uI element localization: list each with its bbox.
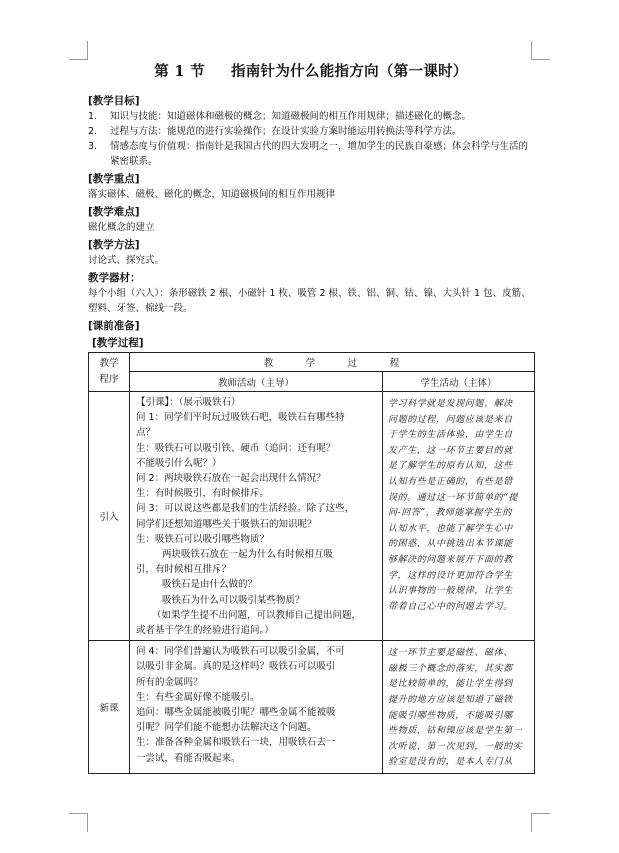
- student-line: 些物质，钴和镍应该是学生第一: [388, 726, 523, 737]
- student-line: 磁极三个概念的落实，其实都: [388, 663, 513, 674]
- student-line: 是了解学生的原有认知，这些: [388, 461, 513, 472]
- crop-mark-top-left: [69, 41, 88, 60]
- table-subheader-row: [89, 372, 535, 392]
- process-heading: [教学过程]: [92, 337, 144, 349]
- difficulty-text: 磁化概念的建立: [88, 222, 155, 233]
- equipment-text: 每个小组（六人）：条形磁铁 2 根、小磁针 1 枚、吸管 2 根、铁、铝、铜、钴、镍、大头针 1 包、皮筋、塑料、牙签、棉线一段。: [88, 288, 531, 314]
- student-line: 这一环节主要是磁性、磁体、: [388, 648, 513, 659]
- teacher-line: 问 4：同学们普遍认为吸铁石可以吸引金属，不可: [136, 646, 345, 658]
- student-line: 认知水平，也能了解学生心中: [388, 523, 513, 534]
- objective-number: 1.: [88, 111, 98, 122]
- difficulty-heading: [教学难点]: [88, 206, 140, 218]
- teacher-line: 或者基于学生的经验进行追问。）: [136, 625, 274, 637]
- teacher-line: 引呢？同学们能不能想办法解决这个问题。: [136, 722, 317, 734]
- student-line: 提升的地方应该是知道了磁铁: [388, 695, 513, 706]
- row-label: 引入: [89, 392, 130, 641]
- crop-mark-bottom-left: [69, 813, 88, 832]
- teacher-line: 生：有时候吸引，有时候排斥。: [136, 488, 270, 500]
- student-line: 发产生，这一环节主要目的就: [388, 445, 513, 456]
- table-header-row: [89, 353, 535, 372]
- student-line: 能吸引哪些物质，不能吸引哪: [388, 710, 513, 721]
- student-activity-cell: [383, 392, 535, 641]
- student-line: 认知有些是正确的，有些是错: [388, 476, 513, 487]
- student-line: 带着自己心中的问题去学习。: [388, 601, 513, 612]
- process-table: [88, 352, 535, 774]
- objective-text: 知识与技能：知道磁体和磁极的概念；知道磁极间的相互作用规律；描述磁化的概念。: [110, 111, 472, 122]
- key-points-heading: [教学重点]: [88, 173, 140, 185]
- program-header-line: 程序: [99, 374, 119, 385]
- teacher-line: 所有的金属吗？: [136, 676, 203, 688]
- table-row: [89, 392, 535, 641]
- objective-number: 3.: [88, 141, 98, 152]
- teacher-line: 引，有时候相互排斥？: [136, 564, 232, 576]
- objective-number: 2.: [88, 126, 98, 137]
- teacher-line: 两块吸铁石放在一起为什么有时候相互吸: [162, 549, 334, 561]
- teacher-line: 生：吸铁石可以吸引铁、硬币（追问：还有呢？: [136, 442, 336, 454]
- title-section: 第 1 节: [154, 63, 205, 80]
- teacher-line: 不能吸引什么呢？）: [136, 457, 222, 469]
- teacher-activity-header: 教师活动（主导）: [130, 372, 383, 392]
- teacher-activity-cell: [130, 392, 383, 641]
- crop-mark-bottom-right: [531, 813, 550, 832]
- document-page: [88, 62, 534, 774]
- teacher-line: 一尝试，看能否吸起来。: [136, 752, 241, 764]
- teacher-line: 生：有些金属好像不能吸引。: [136, 691, 260, 703]
- teacher-line: 吸铁石为什么可以吸引某些物质？: [162, 594, 305, 606]
- program-header-cell: [89, 353, 130, 392]
- teacher-line: 追问：哪些金属能被吸引呢？哪些金属不能被吸: [136, 707, 336, 719]
- teacher-line: 生：准备各种金属和吸铁石一块，用吸铁石去一: [136, 737, 336, 749]
- teacher-line: 【引课】：（展示吸铁石）: [136, 397, 241, 408]
- student-line: 够解决的问题来展开下面的教: [388, 554, 513, 565]
- row-label: 新课: [89, 641, 130, 774]
- teacher-line: 以吸引非金属。真的是这样吗？吸铁石可以吸引: [136, 661, 336, 673]
- objective-text: 过程与方法：能规范的进行实验操作；在设计实验方案时能运用转换法等科学方法。: [110, 126, 462, 137]
- methods-heading: [教学方法]: [88, 239, 140, 251]
- teacher-line: 点？: [136, 427, 156, 439]
- teacher-line: 问 3：可以说这些都是我们的生活经验。除了这些，: [136, 503, 355, 515]
- student-line: 是比较简单的，能让学生得到: [388, 679, 513, 690]
- title-name: 指南针为什么能指方向（第一课时）: [230, 63, 468, 80]
- teacher-line: 问 2：两块吸铁石放在一起会出现什么情况？: [136, 473, 326, 485]
- table-row: [89, 641, 535, 774]
- teacher-line: 生：吸铁石可以吸引哪些物质？: [136, 533, 270, 545]
- teacher-line: 同学们还想知道哪些关于吸铁石的知识呢？: [136, 518, 317, 530]
- objective-text: 情感态度与价值观：指南针是我国古代的四大发明之一，增加学生的民族自豪感；体会科学与生活的紧密联系。: [110, 141, 529, 167]
- teacher-line: 吸铁石是由什么做的？: [162, 579, 258, 591]
- objective-item: [88, 109, 534, 124]
- page-title: [88, 62, 534, 82]
- objective-item: [88, 139, 534, 169]
- student-activity-cell: [383, 641, 535, 774]
- program-header-line: 教学: [99, 358, 119, 369]
- objectives-heading: [教学目标]: [88, 95, 140, 107]
- student-line: 的困惑，从中挑选出本节课能: [388, 539, 513, 550]
- process-main-header: 教 学 过 程: [130, 353, 535, 372]
- student-activity-header: 学生活动（主体）: [383, 372, 535, 392]
- student-line: 问-回答”，教师能掌握学生的: [388, 508, 513, 519]
- student-line: 学，这样的设计更加符合学生: [388, 570, 513, 581]
- student-line: 于学生的生活体验，由学生自: [388, 430, 513, 441]
- teacher-line: （如果学生提不出问题，可以教师自己提出问题，: [152, 609, 362, 621]
- equipment-heading: 教学器材：: [88, 272, 141, 284]
- objective-item: [88, 124, 534, 139]
- methods-text: 讨论式、探究式。: [88, 255, 165, 266]
- student-line: 认识事物的一般规律，让学生: [388, 586, 513, 597]
- student-line: 问题的过程，问题应该是来自: [388, 414, 513, 425]
- student-line: 误的。通过这一环节简单的“提: [388, 492, 519, 503]
- crop-mark-top-right: [531, 41, 550, 60]
- student-line: 学习科学就是发现问题、解决: [388, 399, 513, 409]
- student-line: 验室是没有的，是本人专门从: [388, 757, 513, 768]
- teacher-activity-cell: [130, 641, 383, 774]
- prep-heading: [课前准备]: [88, 320, 140, 332]
- key-points-text: 落实磁体、磁极、磁化的概念，知道磁极间的相互作用规律: [88, 189, 336, 200]
- student-line: 次听说，第一次见到，一般的实: [388, 741, 523, 752]
- teacher-line: 问 1：同学们平时玩过吸铁石吧，吸铁石有哪些特: [136, 412, 345, 424]
- objectives-list: [88, 109, 534, 169]
